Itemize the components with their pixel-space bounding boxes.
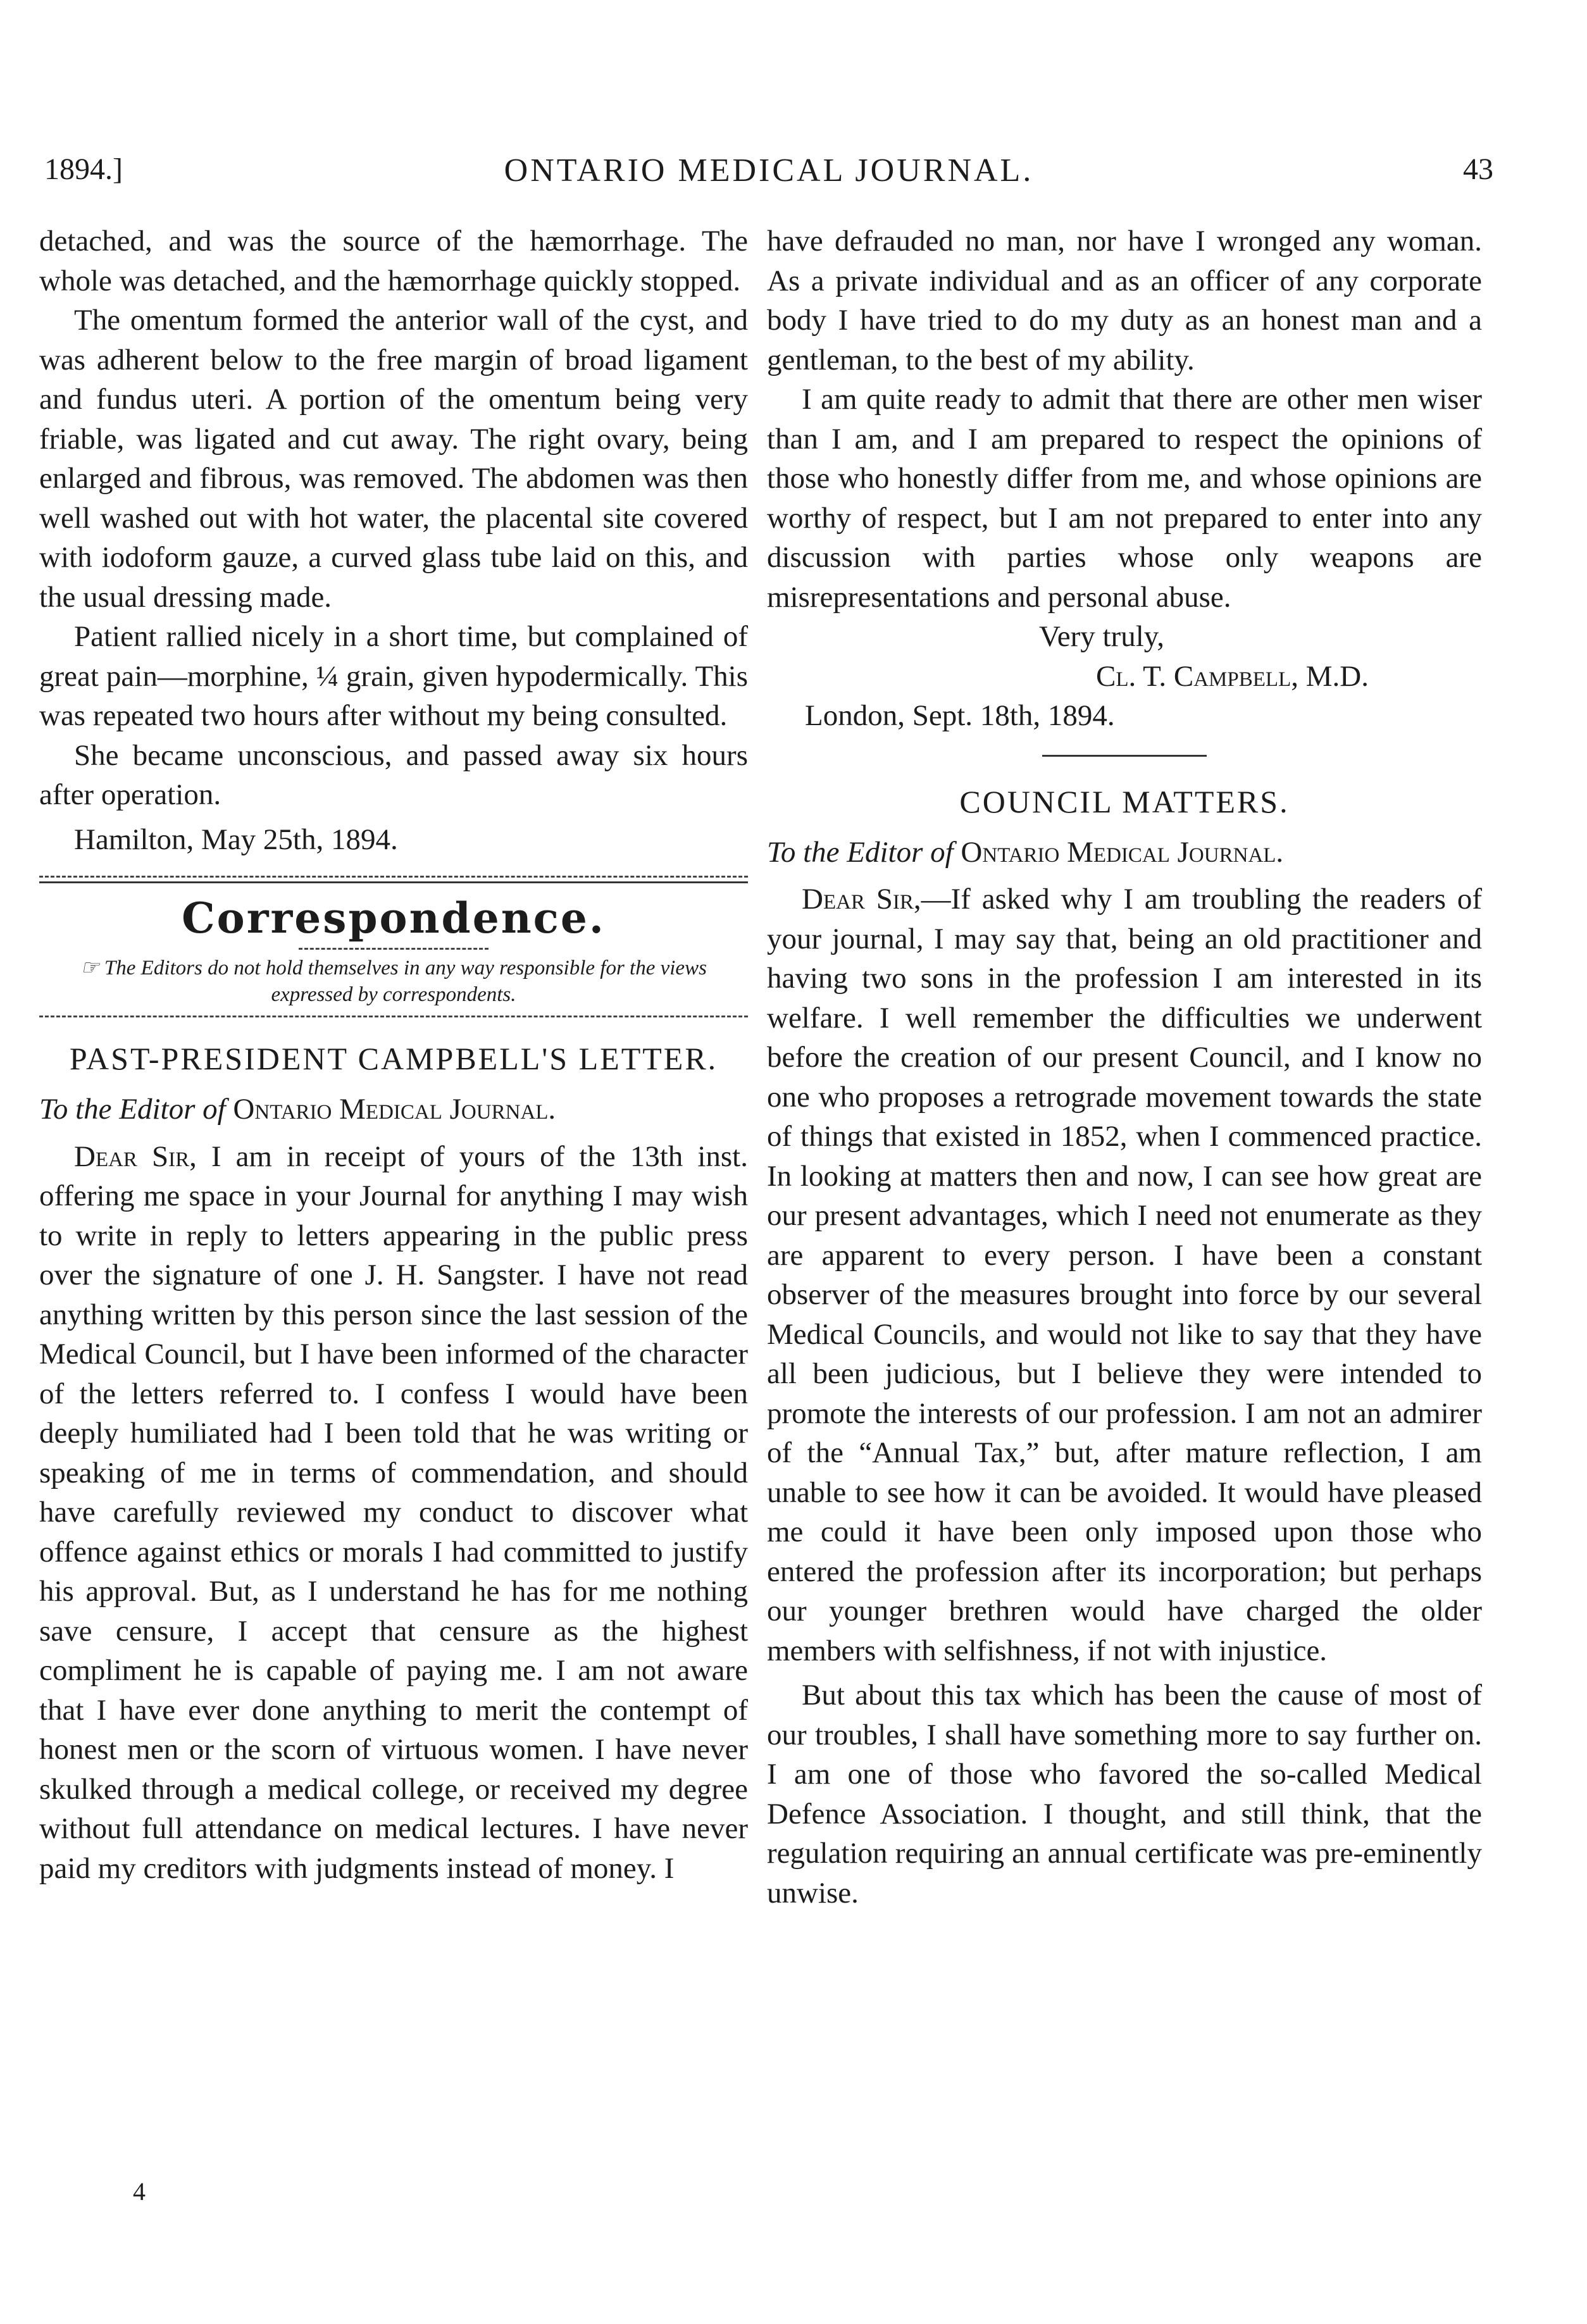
salutation: Dear Sir,	[802, 883, 921, 916]
council-paragraph: Dear Sir,—If asked why I am troubling the readers of your journal, I may say that, being an old practitioner and having two sons in the profession I am interested in its welfare. I well remember the difficulties we underwent before the creation of our present Council, and I know no one who proposes a retrograde movement towards the state of things that existed in 1852, when I commenced practice. In looking at matters then and now, I can see how great are our present advantages, which I need not enumerate as they are apparent to every person. I have been a constant observer of the measures brought into force by our several Medical Councils, and would not like to say that they have all been judicious, but I believe they were intended to promote the interests of our profession. I am not an admirer of the “Annual Tax,” but, after mature reflection, I am unable to see how it can be avoided. It would have pleased me could it have been only imposed upon those who entered the profession after its incorporation; but perhaps our younger brethren would have charged the older members with selfishness, if not with injustice.	[767, 883, 1482, 1667]
section-title-correspondence: Correspondence.	[182, 893, 606, 943]
letter-dateline: London, Sept. 18th, 1894.	[805, 699, 1115, 732]
letter-paragraph: I am quite ready to admit that there are other men wiser than I am, and I am prepared to respect the opinions of those who honestly differ from me, and whose opinions are worthy of respect, but I am not prepared to enter into any discussion with parties whose only weapons are misrepresentations and personal abuse.	[767, 383, 1482, 614]
divider-rule	[39, 876, 748, 878]
letter-paragraph: Dear Sir, I am in receipt of yours of the 13th inst. offering me space in your Journal for anything I may wish to write in reply to letters appearing in the public press over the signature of one J. H. Sangster. I have not read anything written by this person since the last session of the Medical Council, but I have been informed of the character of the letters referred to. I confess I would have been deeply humiliated had I been told that he was writing or speaking of me in terms of commendation, and should have carefully reviewed my conduct to discover what offence against ethics or morals I had committed to justify his approval. But, as I understand he has for me nothing save censure, I accept that censure as the highest compliment he is capable of paying me. I am not aware that I have ever done anything to merit the contempt of honest men or the scorn of virtuous women. I have never skulked through a medical college, or received my degree without full attendance on medical lectures. I have never paid my creditors with judgments instead of money. I	[39, 1140, 748, 1885]
to-editor-line: To the Editor of Ontario Medical Journal.	[39, 1093, 556, 1126]
letter-signature: Cl. T. Campbell, M.D.	[1096, 659, 1369, 693]
case-dateline: Hamilton, May 25th, 1894.	[74, 823, 398, 856]
letter-closing: Very truly,	[1039, 620, 1164, 653]
council-heading: COUNCIL MATTERS.	[959, 783, 1290, 819]
divider-rule	[299, 948, 489, 950]
case-paragraph: The omentum formed the anterior wall of the cyst, and was adherent below to the free margin of broad ligament and fundus uteri. A portion of the omentum being very friable, was ligated and cut away. The right ovary, being enlarged and fibrous, was removed. The abdomen was then well washed out with hot water, the placental site covered with iodoform gauze, a curved glass tube laid on this, and the usual dressing made.	[39, 304, 748, 614]
letter-heading: PAST-PRESIDENT CAMPBELL'S LETTER.	[69, 1041, 718, 1076]
header-year: 1894.]	[44, 152, 123, 186]
case-paragraph: detached, and was the source of the hæmorrhage. The whole was detached, and the hæmorrhage quickly stopped.	[39, 225, 748, 297]
page-number: 43	[1463, 152, 1493, 186]
editor-disclaimer: ☞ The Editors do not hold themselves in any way responsible for the views expressed by correspondents.	[80, 957, 707, 1006]
left-column	[39, 221, 748, 1888]
divider-rule	[39, 1016, 748, 1017]
right-column	[767, 221, 1482, 1913]
signature-mark: 4	[133, 2177, 146, 2206]
to-editor-line: To the Editor of Ontario Medical Journal.	[767, 835, 1284, 869]
case-paragraph: She became unconscious, and passed away six hours after operation.	[39, 738, 748, 811]
journal-title: ONTARIO MEDICAL JOURNAL.	[504, 152, 1034, 189]
divider-rule	[39, 881, 748, 883]
salutation: Dear Sir,	[74, 1140, 197, 1173]
divider-rule	[1042, 755, 1207, 757]
running-head	[44, 152, 1493, 202]
case-paragraph: Patient rallied nicely in a short time, but complained of great pain—morphine, ¼ grain, given hypodermically. This was repeated two hours after without my being consulted.	[39, 620, 748, 732]
council-paragraph: But about this tax which has been the cause of most of our troubles, I shall have something more to say further on. I am one of those who favored the so-called Medical Defence Association. I thought, and still think, that the regulation requiring an annual certificate was pre-eminently unwise.	[767, 1679, 1482, 1910]
letter-paragraph: have defrauded no man, nor have I wronged any woman. As a private individual and as an officer of any corporate body I have tried to do my duty as an honest man and a gentleman, to the best of my ability.	[767, 225, 1482, 376]
